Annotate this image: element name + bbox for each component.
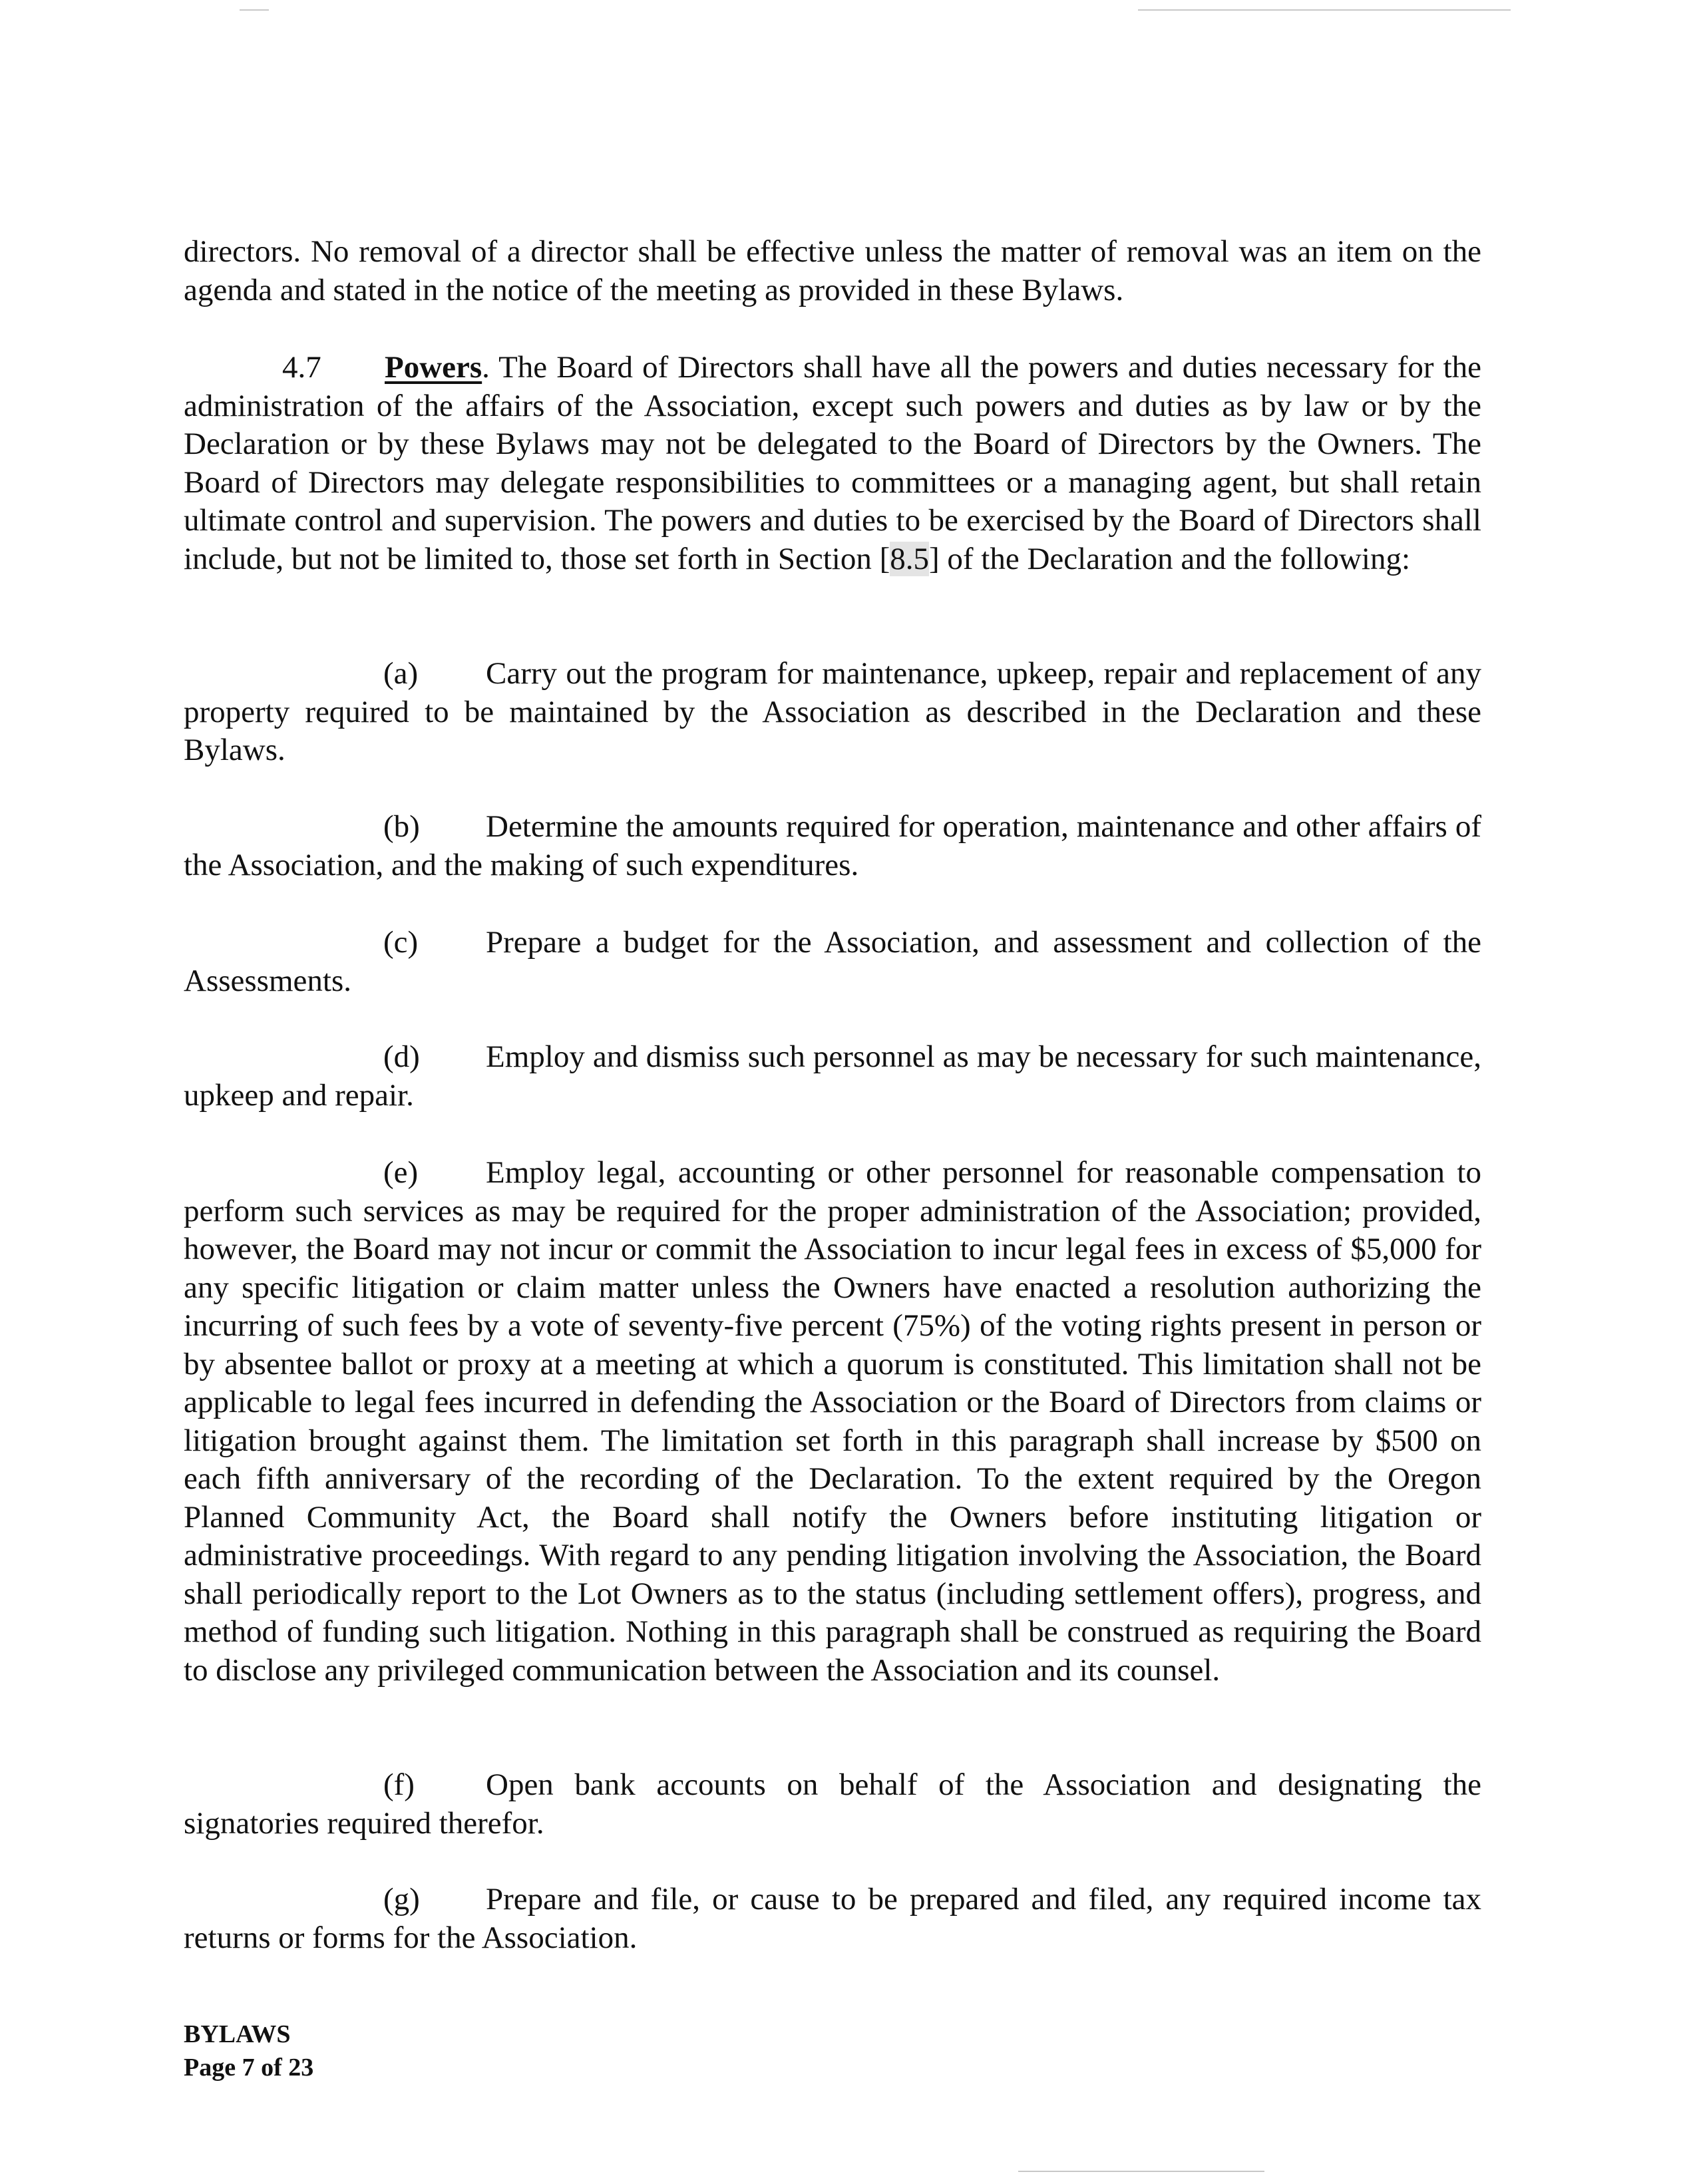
list-item-label: (g) xyxy=(383,1882,420,1916)
list-item xyxy=(184,808,1481,884)
section-heading-period: . xyxy=(482,350,490,385)
list-item-text: Open bank accounts on behalf of the Association and designating the signatories required therefor. xyxy=(184,1767,1481,1841)
continuation-paragraph: directors. No removal of a director shall be effective unless the matter of removal was an item on the agenda and stated in the notice of the meeting as provided in these Bylaws. xyxy=(184,234,1481,307)
scan-artifact-bottom-mid xyxy=(1018,2171,1191,2172)
section-heading: Powers xyxy=(385,350,482,385)
footer-page-number: Page 7 of 23 xyxy=(184,2054,314,2082)
list-item xyxy=(184,1881,1481,1957)
list-item-label: (d) xyxy=(383,1039,420,1074)
scan-artifact-top-right xyxy=(1138,9,1511,11)
list-item-text: Carry out the program for maintenance, upkeep, repair and replacement of any property required to be maintained by the Association as described in the Declaration and these Bylaws. xyxy=(184,656,1481,767)
page-footer xyxy=(184,2018,313,2084)
list-item xyxy=(184,1038,1481,1115)
list-item-text: Employ and dismiss such personnel as may be necessary for such maintenance, upkeep and repair. xyxy=(184,1039,1481,1113)
section-number: 4.7 xyxy=(282,350,321,385)
list-item-text: Prepare a budget for the Association, and assessment and collection of the Assessments. xyxy=(184,925,1481,998)
scan-artifact-bottom-right xyxy=(1171,2171,1264,2172)
list-item-label: (b) xyxy=(383,809,420,844)
list-item-label: (f) xyxy=(383,1767,415,1802)
list-item xyxy=(184,924,1481,1000)
scan-artifact-top-left xyxy=(240,9,269,11)
list-item xyxy=(184,1766,1481,1843)
list-item-label: (e) xyxy=(383,1155,419,1190)
declaration-section-reference: 8.5 xyxy=(890,541,929,576)
list-item xyxy=(184,1154,1481,1690)
list-item-text: Employ legal, accounting or other personnel for reasonable compensation to perform such services as may be required for the proper administration of the Association; provided, however, the Board may not incur or commit the Association to incur legal fees in excess of $5,000 for any specific litigation or claim matter unless the Owners have enacted a resolution authorizing the incurring of such fees by a vote of seventy-five percent (75%) of the voting rights present in person or by absentee ballot or proxy at a meeting at which a quorum is constituted. This limitation shall not be applicable to legal fees incurred in defending the Association or the Board of Directors from claims or litigation brought against them. The limitation set forth in this paragraph shall increase by $500 on each fifth anniversary of the recording of the Declaration. To the extent required by the Oregon Planned Community Act, the Board shall notify the Owners before instituting litigation or administrative proceedings. With regard to any pending litigation involving the Association, the Board shall periodically report to the Lot Owners as to the status (including settlement offers), progress, and method of funding such litigation. Nothing in this paragraph shall be construed as requiring the Board to disclose any privileged communication between the Association and its counsel. xyxy=(184,1155,1481,1688)
section-body-before-ref: The Board of Directors shall have all the powers and duties necessary for the administration of the affairs of the Association, except such powers and duties as by law or by the Declaration or by these Bylaws may not be delegated to the Board of Directors by the Owners. The Board of Directors may delegate responsibilities to committees or a managing agent, but shall retain ultimate control and supervision. The powers and duties to be exercised by the Board of Directors shall include, but not be limited to, those set forth in Section [ xyxy=(184,350,1481,576)
list-item-label: (a) xyxy=(383,656,419,691)
section-4-7-paragraph xyxy=(184,349,1481,578)
section-body-after-ref: ] of the Declaration and the following: xyxy=(929,541,1411,576)
list-item-text: Prepare and file, or cause to be prepared and filed, any required income tax returns or forms for the Association. xyxy=(184,1882,1481,1955)
footer-title: BYLAWS xyxy=(184,2020,291,2048)
list-item-label: (c) xyxy=(383,925,419,960)
list-item xyxy=(184,655,1481,770)
list-item-text: Determine the amounts required for operation, maintenance and other affairs of the Association, and the making of such expenditures. xyxy=(184,809,1481,882)
